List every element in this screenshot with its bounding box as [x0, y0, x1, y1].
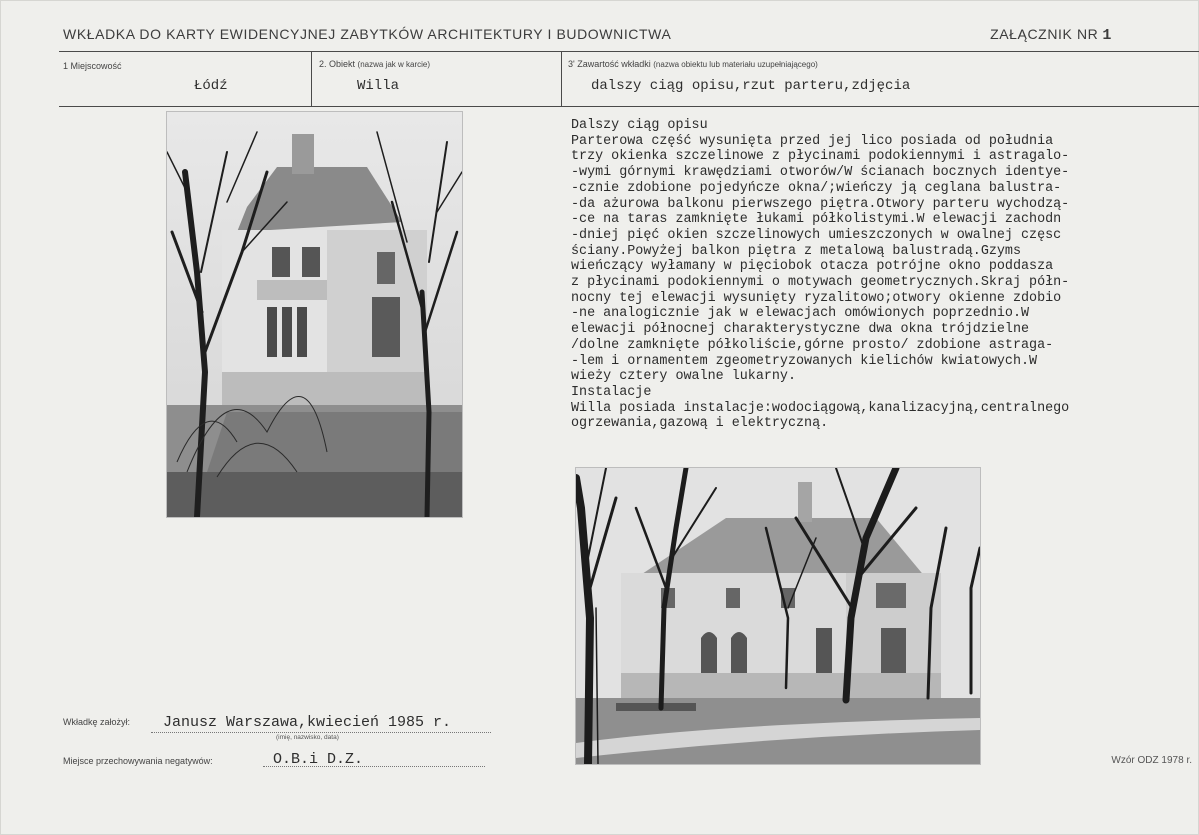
- annex-number: [990, 26, 1112, 44]
- body-line: ogrzewania,gazową i elektryczną.: [571, 416, 829, 432]
- body-line: Willa posiada instalacje:wodociągową,kanalizacyjną,centralnego: [571, 400, 1070, 416]
- contents-label-note: (nazwa obiektu lub materiału uzupełniającego): [653, 60, 818, 69]
- negatives-value: O.B.i D.Z.: [273, 751, 364, 768]
- header-rule: [59, 51, 1199, 52]
- body-line: -da ażurowa balkonu pierwszego piętra.Otwory parteru wychodzą-: [571, 196, 1070, 212]
- villa-photo-park: [575, 467, 981, 765]
- body-line: -dniej pięć okien szczelinowych umieszczonych w owalnej częsc: [571, 227, 1062, 243]
- locality-value: Łódź: [194, 78, 228, 94]
- contents-value: dalszy ciąg opisu,rzut parteru,zdjęcia: [591, 78, 911, 94]
- fields-rule: [59, 106, 1199, 107]
- body-line: wieńczący wyłamany w pięciobok otacza potrójne okno poddasza: [571, 259, 1054, 275]
- body-line: elewacji północnej charakterystyczne dwa okna trójdzielne: [571, 322, 1030, 338]
- contents-label: 3' Zawartość wkładki (nazwa obiektu lub materiału uzupełniającego): [568, 59, 818, 69]
- body-line: z płycinami podokiennymi o motywach geometrycznych.Skraj półn-: [571, 275, 1070, 291]
- author-value: Janusz Warszawa,kwiecień 1985 r.: [163, 714, 452, 731]
- body-line: -wymi górnymi krawędziami otworów/W ścianach bocznych identye-: [571, 165, 1070, 181]
- body-line: wieży cztery owalne lukarny.: [571, 369, 796, 385]
- villa-photo-front-image: [167, 112, 462, 517]
- body-line: Dalszy ciąg opisu: [571, 118, 708, 133]
- body-line: -lem i ornamentem zgeometryzowanych kielichów kwiatowych.W: [571, 353, 1038, 369]
- object-label: 2. Obiekt (nazwa jak w karcie): [319, 59, 431, 69]
- description-text: [571, 118, 1197, 432]
- body-line: -ne analogicznie jak w elewacjach omówionych poprzednio.W: [571, 306, 1030, 322]
- negatives-label: Miejsce przechowywania negatywów:: [63, 756, 213, 766]
- field-divider-1: [311, 51, 312, 106]
- body-line: Parterowa część wysunięta przed jej lico posiada od południa: [571, 133, 1054, 149]
- field-divider-2: [561, 51, 562, 106]
- object-value: Willa: [357, 78, 400, 94]
- annex-number-value: 1: [1102, 27, 1112, 44]
- annex-label: ZAŁĄCZNIK NR: [990, 26, 1099, 42]
- author-sub: (imię, nazwisko, data): [276, 734, 339, 741]
- page-title: WKŁADKA DO KARTY EWIDENCYJNEJ ZABYTKÓW ARCHITEKTURY I BUDOWNICTWA: [63, 26, 672, 42]
- body-line: -cznie zdobione pojedyńcze okna/;wieńczy ją ceglana balustra-: [571, 180, 1062, 196]
- body-line: /dolne zamknięte półkoliście,górne prosto/ zdobione astraga-: [571, 337, 1054, 353]
- body-line: ściany.Powyżej balkon piętra z metalową balustradą.Gzyms: [571, 243, 1021, 259]
- locality-label: 1 Miejscowość: [63, 61, 122, 71]
- villa-photo-park-image: [576, 468, 980, 764]
- object-label-note: (nazwa jak w karcie): [357, 60, 431, 69]
- negatives-dotline: [263, 766, 485, 767]
- body-line: -ce na taras zamknięte łukami półkolistymi.W elewacji zachodn: [571, 212, 1062, 228]
- author-label: Wkładkę założył:: [63, 717, 131, 727]
- villa-photo-front: [166, 111, 463, 518]
- body-line: Instalacje: [571, 384, 652, 400]
- body-line: trzy okienka szczelinowe z płycinami podokiennymi i astragalo-: [571, 149, 1070, 165]
- author-dotline: [151, 732, 491, 733]
- form-code: Wzór ODZ 1978 r.: [1111, 755, 1192, 766]
- body-line: nocny tej elewacji wysunięty ryzalitowo;otwory okienne zdobio: [571, 290, 1062, 306]
